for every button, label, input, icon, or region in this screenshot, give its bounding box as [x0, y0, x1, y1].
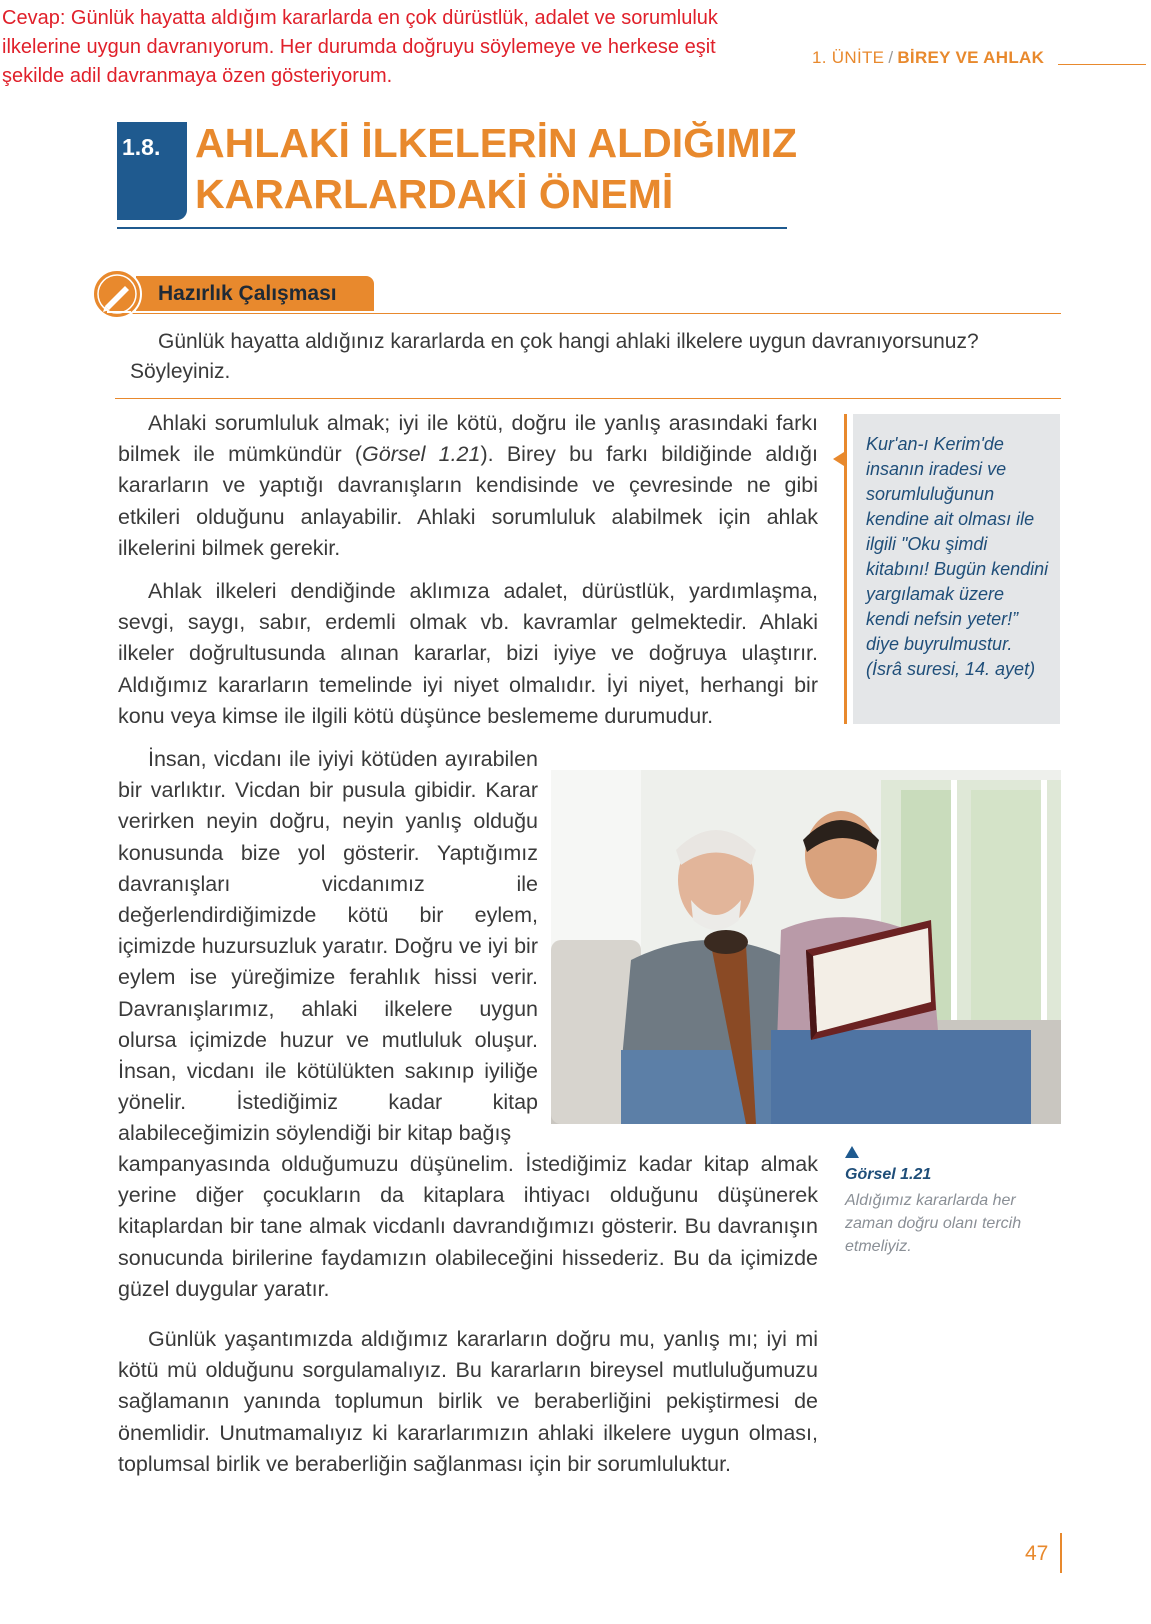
- sidebar-quote: Kur'an-ı Kerim'de insanın iradesi ve sorumluluğunun kendine ait olması ile ilgili "Oku şimdi kitabını! Bugün kendini yargılamak üzere kendi nefsin yeter!” diye buyrulmustur. (İsrâ suresi, 14. ayet): [866, 434, 1049, 679]
- paragraph-4: Günlük yaşantımızda aldığımız kararların doğru mu, yanlış mı; iyi mi kötü mü olduğunu sorgulamalıyız. Bu kararların bireysel mutluluğumuzu sağlamanın yanında toplumun birlik ve beraberliğini pekiştirmesi de önemlidir. Unutmamalıyız ki kararlarımızın ahlaki ilkelere uygun olması, toplumsal birlik ve beraberliğin sağlanması için bir sorumluluktur.: [118, 1327, 818, 1476]
- pencil-icon: [91, 268, 143, 320]
- section-number: 1.8.: [122, 134, 161, 160]
- paragraph-1-end: ). Birey bu farkı bildiğinde aldığı kararların ve yaptığı davranışların kendisinde ve çevresinde ne gibi etkileri olduğunu anlayabilir. Ahlaki sorumluluk alabilmek için ahlak ilkelerini bilmek gerekir.: [118, 442, 818, 560]
- caption-arrow-icon: [845, 1146, 859, 1158]
- unit-divider: [1058, 64, 1146, 65]
- figure-reference: Görsel 1.21: [362, 442, 481, 467]
- page-number: 47: [1025, 1542, 1049, 1565]
- unit-separator: /: [888, 48, 894, 67]
- sidebar-accent-bar: [844, 414, 847, 724]
- unit-name: BİREY VE AHLAK: [897, 48, 1045, 67]
- answer-text: Cevap: Günlük hayatta aldığım kararlarda en çok dürüstlük, adalet ve sorumluluk ilkelerine uygun davranıyorum. Her durumda doğruyu söylemeye ve herkese eşit şekilde adil davranmaya özen gösteriyorum.: [2, 7, 718, 87]
- preparation-question: Günlük hayatta aldığınız kararlarda en çok hangi ahlaki ilkelere uygun davranıyorsunuz? Söyleyiniz.: [130, 330, 979, 383]
- unit-header: [812, 48, 1044, 68]
- paragraph-2: Ahlak ilkeleri dendiğinde aklımıza adalet, dürüstlük, yardımlaşma, sevgi, saygı, sabır, erdemli olmak vb. kavramlar gelmektedir. Ahlaki ilkeler doğrultusunda alınan kararlar, bizi iyiye ve doğruya ulaştırır. Aldığımız kararların temelinde iyi niyet olmalıdır. İyi niyet, herhangi bir konu veya kimse ile ilgili kötü düşünce beslememe durumudur.: [118, 579, 818, 728]
- title-underline: [117, 227, 787, 229]
- photo-grandfather-and-grandson-reading: [551, 770, 1061, 1124]
- section-title-line1: AHLAKİ İLKELERİN ALDIĞIMIZ: [195, 120, 798, 166]
- section-title-line2: KARARLARDAKİ ÖNEMİ: [195, 171, 674, 217]
- section-title: [195, 118, 815, 220]
- preparation-label: Hazırlık Çalışması: [158, 282, 337, 305]
- paragraph-1: [118, 408, 818, 564]
- paragraph-1-start: Ahlaki sorumluluk almak; iyi ile kötü, doğru ile yanlış arasındaki farkı bilmek ile mümkündür (: [118, 411, 818, 467]
- figure-label: Görsel 1.21: [845, 1166, 932, 1183]
- paragraph-3-wrapped: İnsan, vicdanı ile iyiyi kötüden ayırabilen bir varlıktır. Vicdan bir pusula gibidir. Karar verirken neyin doğru, neyin yanlış olduğu konusunda bize yol gösterir. Yaptığımız davranışları vicdanımız ile değerlendirdiğimizde kötü bir eylem, içimizde huzursuzluk yaratır. Doğru ve iyi bir eylem ise yüreğimize ferahlık hissi verir. Davranışlarımız, ahlaki ilkelere uygun olursa içimizde huzur ve mutluluk oluşur. İnsan, vicdanı ile kötülükten sakınıp iyiliğe yönelir. İstediğimiz kadar kitap alabileceğimizin söylendiği bir kitap bağış: [118, 747, 538, 1146]
- figure-caption: Aldığımız kararlarda her zaman doğru olanı tercih etmeliyiz.: [845, 1192, 1022, 1255]
- preparation-line: [115, 313, 1061, 314]
- page-number-bar: [1060, 1533, 1062, 1573]
- sidebar-pointer-icon: [833, 452, 844, 466]
- preparation-bottom-line: [115, 398, 1061, 399]
- paragraph-3-continued: kampanyasında olduğumuzu düşünelim. İstediğimiz kadar kitap almak yerine diğer çocukların da kitaplara ihtiyacı olduğunu düşünerek kitaplardan bir tane almak vicdanlı davrandığımızı gösterir. Bu davranışın sonucunda birilerine faydamızın olabileceğini hissederiz. Bu da içimizde güzel duygular yaratır.: [118, 1152, 818, 1301]
- unit-number: 1. ÜNİTE: [812, 48, 885, 67]
